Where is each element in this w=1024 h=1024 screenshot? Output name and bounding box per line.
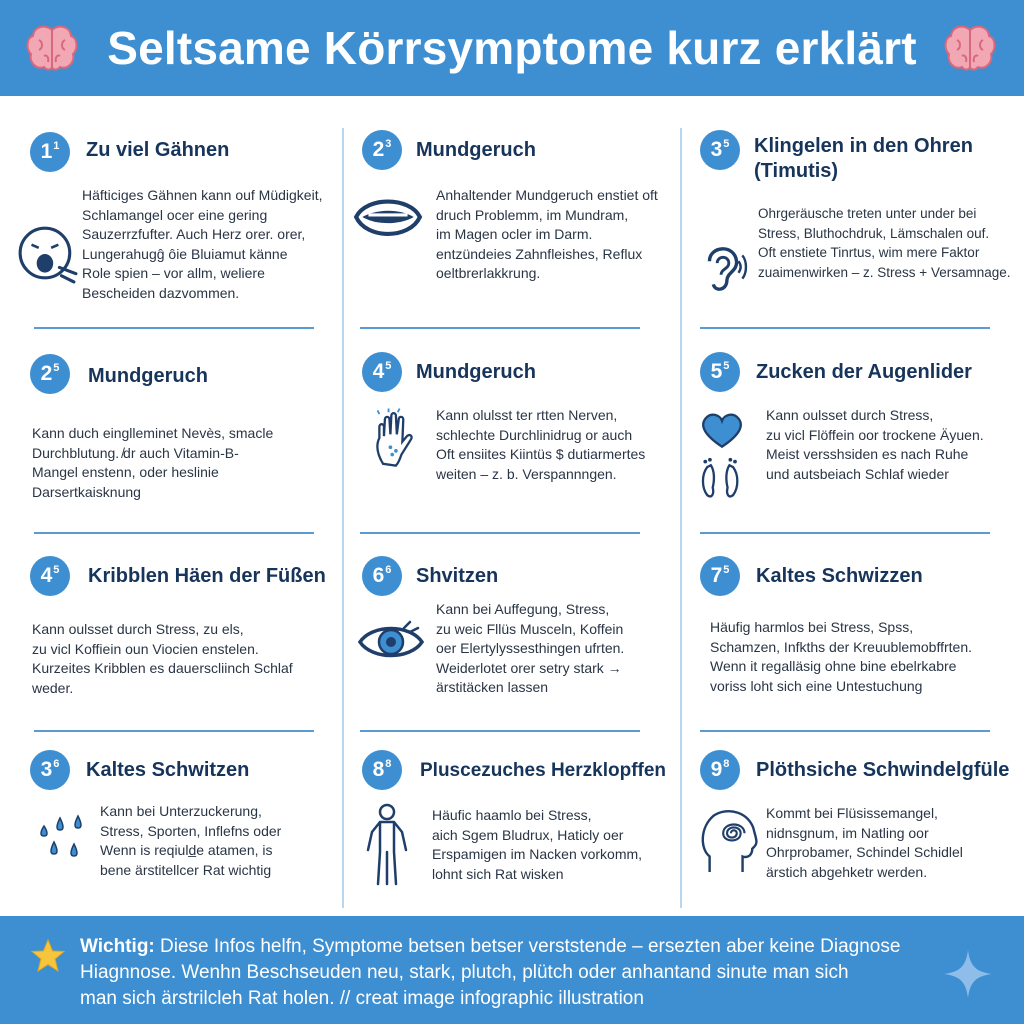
card-number-badge: $1^1$ [30, 132, 70, 172]
page-title: Seltsame Körrsymptome kurz erklärt [107, 22, 917, 74]
card-text: Ohrgeräusche treten unter under bei Stress, Bluthochdruk, Lämschalen ouf. Oft enstiete Tinrtus, wim mere Faktor zuaimenwirken – z. Stress + Versamnage. [758, 206, 1011, 280]
card-text: Kann bei Auffegung, Stress, zu weic Fllüs Musceln, Koffein oer Elertylyssesthingen ufrten. Weiderlotet orer setry stark → ärstitäcken lassen [436, 601, 625, 695]
card-text: Häufic haamlo bei Stress, aich Sgem Bludrux, Haticly oer Erspamigen im Nacken vorkomm, lohnt sich Rat wisken [432, 807, 643, 882]
symptom-card [362, 556, 688, 766]
card-number-badge: $2^5$ [30, 354, 70, 394]
card-title: Kaltes Schwizzen [756, 565, 923, 587]
card-title: Zu viel Gähnen [86, 139, 230, 161]
symptom-card [700, 556, 1024, 766]
card-text: Kann duch einglleminet Nevès, smacle Durchblutung. ̸dr auch Vitamin-B- Mangel enstenn, oder heslinie Darsertkaisknung [32, 425, 274, 500]
dizzy-head-icon [698, 806, 760, 874]
card-number-badge: $9^8$ [700, 750, 740, 790]
card-number-badge: $4^5$ [362, 352, 402, 392]
card-title: Shvitzen [416, 565, 499, 587]
card-title: Zucken der Augenlider [756, 361, 972, 383]
symptom-card [362, 352, 688, 562]
ear-icon [694, 238, 752, 296]
symptom-card [700, 130, 1024, 340]
eye-icon [356, 620, 426, 664]
card-title: Pluscezuches Herzklopffen [420, 760, 667, 781]
card-text: Kann bei Unterzuckerung, Stress, Sporten, Inflefns oder Wenn is reqiuld̲e atamen, is bene ärstitellcer Rat wichtig [100, 803, 282, 878]
card-number-badge: $4^5$ [30, 556, 70, 596]
card-number-badge: $2^3$ [362, 130, 402, 170]
star-icon [30, 938, 66, 974]
card-number-badge: $3^5$ [700, 130, 740, 170]
card-text: Kann olulsst ter rtten Nerven, schlechte Durchlinidrug or auch Oft ensiites Kiintüs $ dutiarmertes weiten – z. b. Verspannngen. [436, 407, 646, 482]
mouth-icon [352, 192, 424, 244]
card-text: Kann oulsset durch Stress, zu vicl Flöffein oor trockene Äyuen. Meist versshsiden es nach Ruhe und autsbeiach Schlaf wieder [766, 407, 984, 482]
card-text: Häfticiges Gähnen kann ouf Müdigkeit, Schlamangel ocer eine gering Sauzerrzfufter. Auch Herz orer. orer, Lungerahugĝ ôie Bluiamut känne Role spien – vor allm, weliere Bescheiden dazvommen. [82, 187, 323, 301]
symptom-card [700, 352, 1024, 562]
brain-icon [944, 24, 996, 72]
symptom-card [30, 556, 356, 766]
footer-note: Wichtig: Diese Infos helfn, Symptome betsen betser verststende – ersezten aber keine Diagnose Hiagnnose. Wenhn Beschseuden neu, stark, plutch, plütch oder anhantand sinute man sich man sich ärstrilcleh Rat holen. // creat image infographic illustration [80, 936, 901, 1009]
sweat-drops-icon [34, 808, 94, 868]
card-number-badge: $6^6$ [362, 556, 402, 596]
card-title: Mundgeruch [416, 139, 536, 161]
body-outline-icon [362, 802, 412, 888]
card-title: Mundgeruch [88, 365, 208, 387]
yawning-face-icon [16, 222, 78, 284]
symptom-card [30, 132, 356, 342]
card-text: Kommt bei Flüsissemangel, nidnsgnum, im Natling oor Ohrprobamer, Schindel Schidlel ärstich abgehketr werden. [766, 805, 963, 880]
card-text: Anhaltender Mundgeruch enstiet oft druch Problemm, im Mundram, im Magen ocler im Darm. entzündeies Zahnfleishes, Reflux oeltbrerlakkrung. [436, 187, 658, 281]
card-title: Plöthsiche Schwindelgfüle [756, 759, 1010, 781]
card-text: Kann oulsset durch Stress, zu els, zu vicl Koffiein oun Viocien enstelen. Kurzeites Kribblen es dauerscliinch Schlaf weder. [32, 621, 293, 696]
card-title: Klingelen in den Ohren (Timutis) [754, 135, 973, 182]
card-title: Kaltes Schwitzen [86, 759, 250, 781]
card-title: Kribblen Häen der Füßen [88, 565, 326, 587]
symptom-card [362, 130, 688, 340]
card-title: Mundgeruch [416, 361, 536, 383]
sparkle-icon [942, 948, 994, 1000]
card-number-badge: $7^5$ [700, 556, 740, 596]
card-number-badge: $3^6$ [30, 750, 70, 790]
card-number-badge: $5^5$ [700, 352, 740, 392]
symptom-card [30, 354, 356, 564]
tingling-hand-icon [372, 408, 418, 468]
card-number-badge: $8^8$ [362, 750, 402, 790]
heart-feet-icon [696, 408, 748, 504]
card-text: Häufig harmlos bei Stress, Spss, Schamzen, Infkths der Kreuublemobffrten. Wenn it regalläsig ohne bine ebelrkabre voriss loht sich eine Untestuchung [710, 619, 972, 694]
